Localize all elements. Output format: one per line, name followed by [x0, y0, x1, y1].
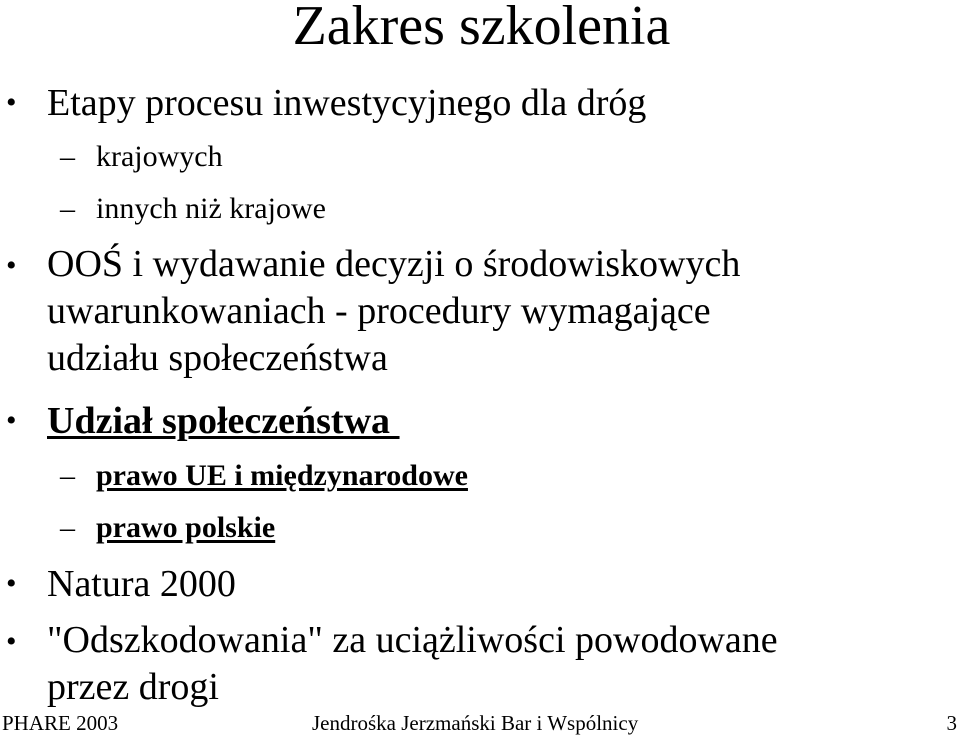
dash-icon: – [60, 511, 75, 544]
sub-item-text: innych niż krajowe [96, 192, 326, 225]
dash-icon: – [60, 140, 75, 173]
footer-center-text: Jendrośka Jerzmański Bar i Wspólnicy [312, 711, 639, 735]
sub-item-text: prawo UE i międzynarodowe [96, 459, 468, 492]
bullet-text-multiline [47, 617, 778, 711]
bullet-text-line: OOŚ i wydawanie decyzji o środowiskowych [47, 243, 741, 285]
bullet-icon: • [6, 567, 17, 600]
bullet-icon: • [6, 249, 17, 282]
bullet-icon: • [6, 86, 17, 119]
bullet-icon: • [6, 625, 17, 658]
bullet-text-line: przez drogi [47, 666, 219, 708]
bullet-text-line: udziału społeczeństwa [47, 337, 388, 379]
bullet-item-oos [0, 241, 959, 391]
slide-title [0, 0, 959, 58]
slide-footer [0, 707, 959, 735]
bullet-text-line: uwarunkowaniach - procedury wymagające [47, 290, 711, 332]
dash-icon: – [60, 459, 75, 492]
slide-title-text: Zakres szkolenia [292, 0, 671, 57]
sub-item-text: prawo polskie [96, 511, 276, 544]
sub-item-text: krajowych [96, 140, 223, 173]
bullet-item-odszkodowania [0, 617, 959, 717]
bullet-text: Etapy procesu inwestycyjnego dla dróg [47, 82, 647, 124]
page-number: 3 [946, 711, 957, 735]
bullet-text: Natura 2000 [47, 563, 236, 605]
bullet-text-line: "Odszkodowania" za uciążliwości powodowane [47, 619, 778, 661]
bullet-icon: • [6, 404, 17, 437]
bullet-text-multiline [47, 241, 740, 382]
dash-icon: – [60, 192, 75, 225]
bullet-text: Udział społeczeństwa [47, 400, 400, 442]
footer-left-text: PHARE 2003 [2, 711, 119, 735]
